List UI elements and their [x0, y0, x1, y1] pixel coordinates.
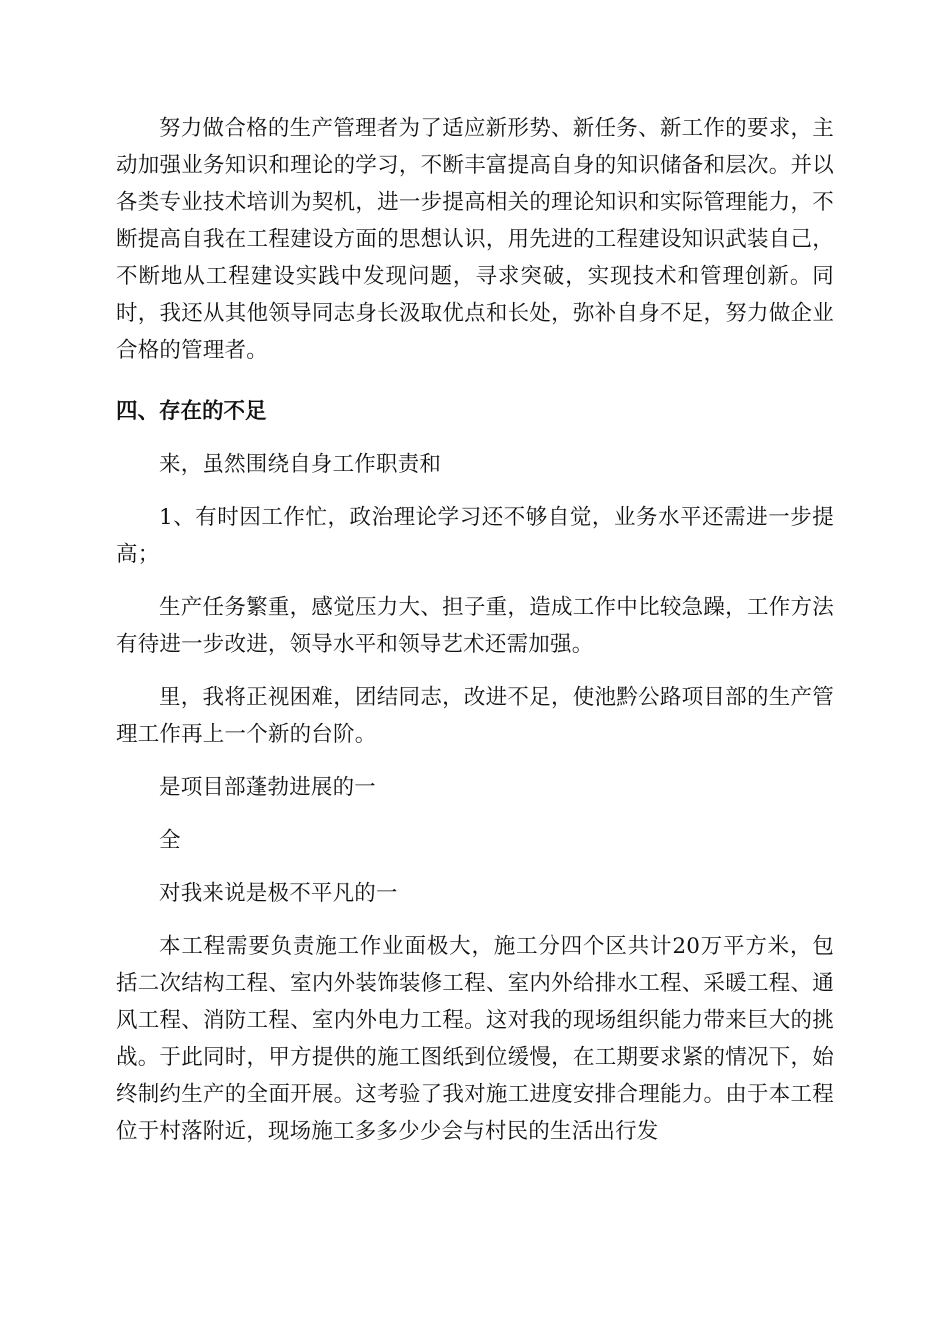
paragraph-fragment-quan: 全 — [159, 828, 181, 853]
document-page — [116, 110, 834, 1166]
paragraph-future-plan: 里，我将正视困难，团结同志，改进不足，使池黔公路项目部的生产管理工作再上一个新的台阶。 — [116, 685, 834, 747]
paragraph-fragment-shi: 是项目部蓬勃进展的一 — [159, 775, 377, 800]
paragraph-shortcoming-2: 生产任务繁重，感觉压力大、担子重，造成工作中比较急躁，工作方法有待进一步改进，领导水平和领导艺术还需加强。 — [116, 595, 834, 657]
paragraph-shortcoming-1: 1、有时因工作忙，政治理论学习还不够自觉，业务水平还需进一步提高； — [116, 505, 834, 567]
paragraph-self-improvement: 努力做合格的生产管理者为了适应新形势、新任务、新工作的要求，主动加强业务知识和理论的学习，不断丰富提高自身的知识储备和层次。并以各类专业技术培训为契机，进一步提高相关的理论知识和实际管理能力，不断提高自我在工程建设方面的思想认识，用先进的工程建设知识武装自己，不断地从工程建设实践中发现问题，寻求突破，实现技术和管理创新。同时，我还从其他领导同志身长汲取优点和长处，弥补自身不足，努力做企业合格的管理者。 — [116, 116, 834, 363]
paragraph-project-description: 本工程需要负责施工作业面极大，施工分四个区共计20万平方米，包括二次结构工程、室内外装饰装修工程、室内外给排水工程、采暖工程、通风工程、消防工程、室内外电力工程。这对我的现场组织能力带来巨大的挑战。于此同时，甲方提供的施工图纸到位缓慢，在工期要求紧的情况下，始终制约生产的全面开展。这考验了我对施工进度安排合理能力。由于本工程位于村落附近，现场施工多多少少会与村民的生活出行发 — [116, 934, 834, 1144]
paragraph-fragment-dui: 对我来说是极不平凡的一 — [159, 881, 398, 906]
paragraph-fragment-lai: 来，虽然围绕自身工作职责和 — [159, 452, 442, 477]
section-heading-shortcomings: 四、存在的不足 — [116, 399, 267, 424]
